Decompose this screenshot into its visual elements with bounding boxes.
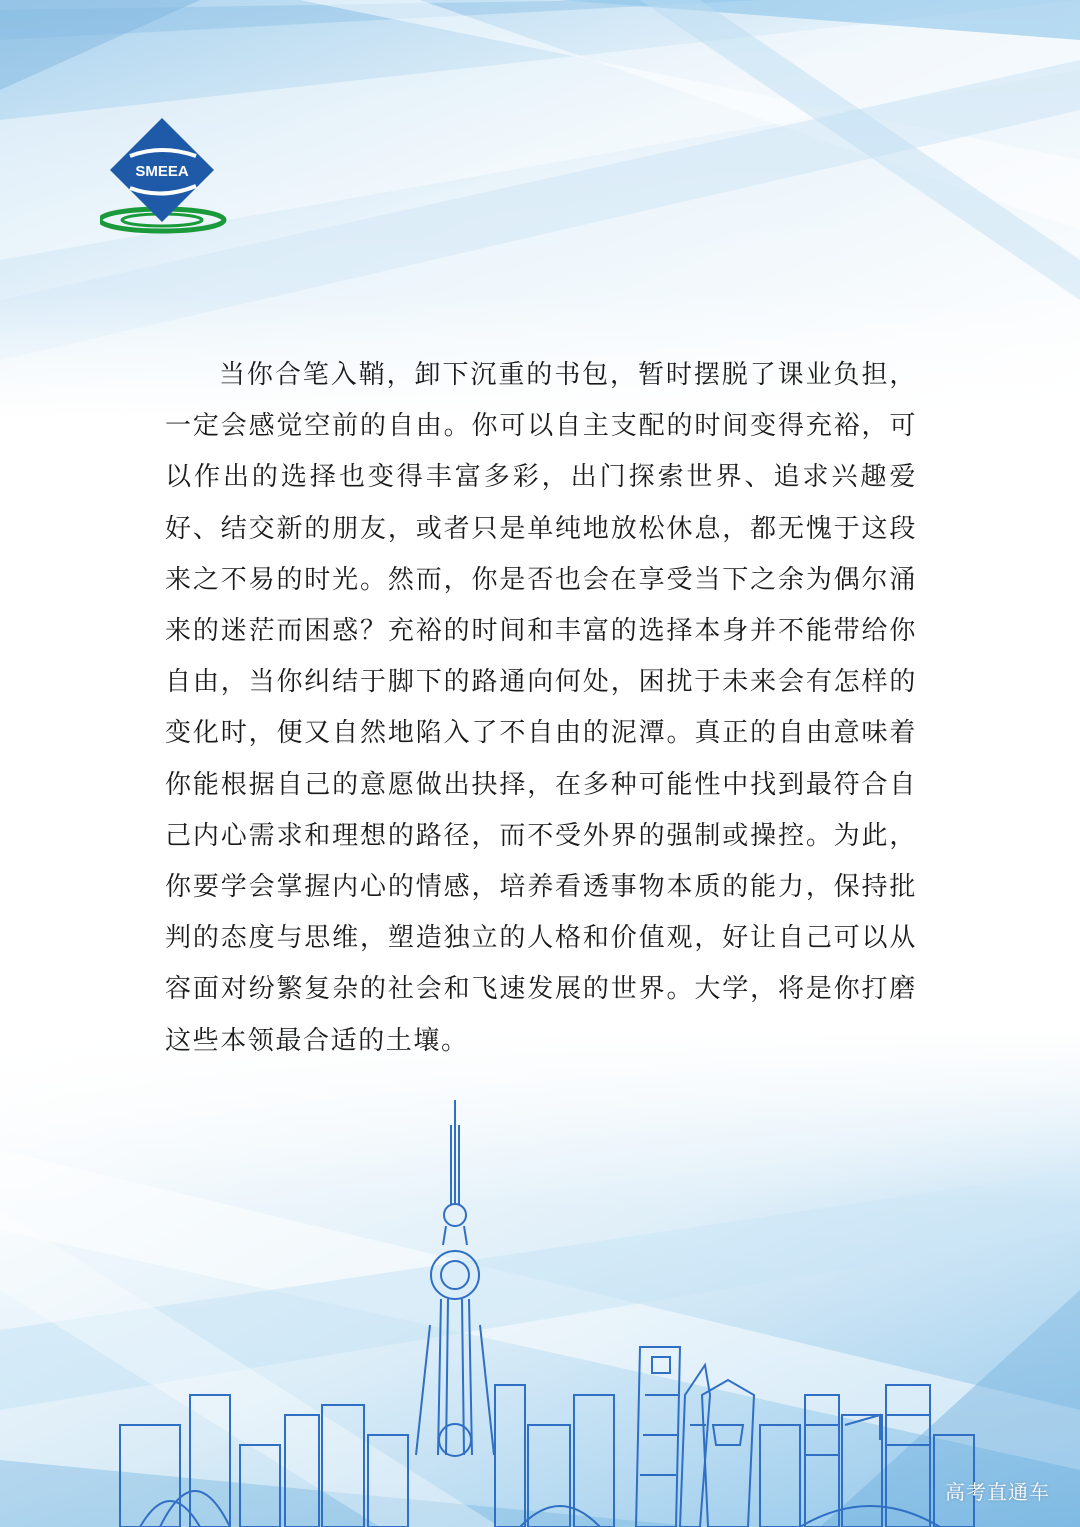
logo-text: SMEEA	[135, 163, 189, 180]
watermark-text: 高考直通车	[945, 1480, 1050, 1504]
city-skyline-icon	[100, 1095, 1000, 1527]
smeea-logo-icon	[100, 116, 230, 234]
body-paragraph: 当你合笔入鞘，卸下沉重的书包，暂时摆脱了课业负担，一定会感觉空前的自由。你可以自主支配的时间变得充裕，可以作出的选择也变得丰富多彩，出门探索世界、追求兴趣爱好、结交新的朋友，或者只是单纯地放松休息，都无愧于这段来之不易的时光。然而，你是否也会在享受当下之余为偶尔涌来的迷茫而困惑？充裕的时间和丰富的选择本身并不能带给你自由，当你纠结于脚下的路通向何处，困扰于未来会有怎样的变化时，便又自然地陷入了不自由的泥潭。真正的自由意味着你能根据自己的意愿做出抉择，在多种可能性中找到最符合自己内心需求和理想的路径，而不受外界的强制或操控。为此，你要学会掌握内心的情感，培养看透事物本质的能力，保持批判的态度与思维，塑造独立的人格和价值观，好让自己可以从容面对纷繁复杂的社会和飞速发展的世界。大学，将是你打磨这些本领最合适的土壤。	[165, 360, 917, 1056]
